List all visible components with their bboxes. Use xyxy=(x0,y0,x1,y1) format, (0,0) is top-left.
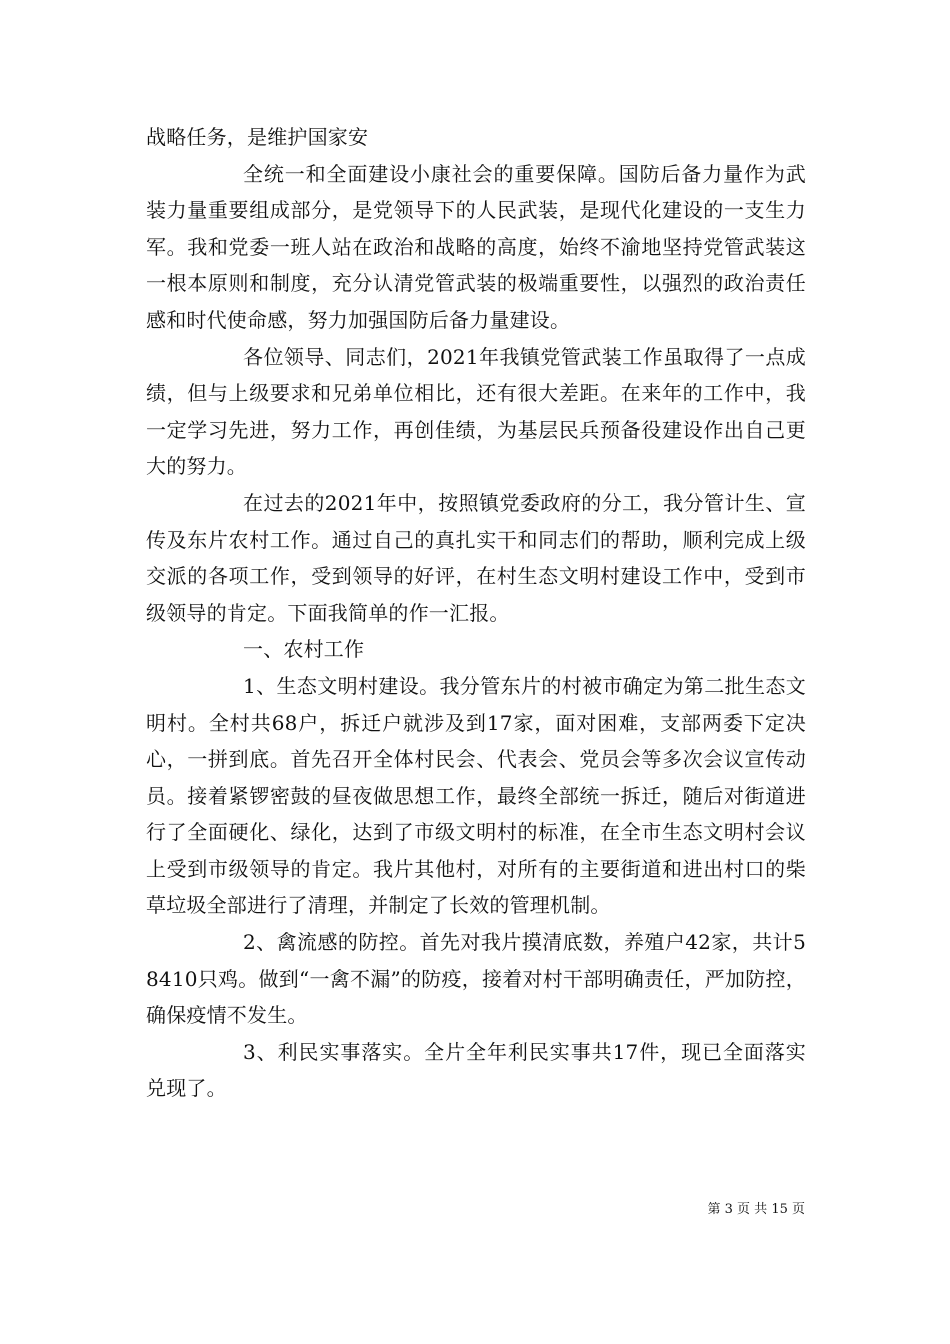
paragraph-2: 全统一和全面建设小康社会的重要保障。国防后备力量作为武装力量重要组成部分，是党领导下的人民武装，是现代化建设的一支生力军。我和党委一班人站在政治和战略的高度，始终不渝地坚持党管武装这一根本原则和制度，充分认清党管武装的极端重要性，以强烈的政治责任感和时代使命感，努力加强国防后备力量建设。 xyxy=(146,161,806,332)
paragraph-avian-flu: 2、禽流感的防控。首先对我片摸清底数，养殖户42家，共计58410只鸡。做到“一禽不漏”的防疫，接着对村干部明确责任，严加防控，确保疫情不发生。 xyxy=(146,930,806,1028)
section-heading-rural-work: 一、农村工作 xyxy=(243,637,365,662)
paragraph-1: 战略任务，是维护国家安 xyxy=(146,125,369,149)
paragraph-3: 各位领导、同志们，2021年我镇党管武装工作虽取得了一点成绩，但与上级要求和兄弟单位相比，还有很大差距。在来年的工作中，我一定学习先进，努力工作，再创佳绩，为基层民兵预备役建设作出自己更大的努力。 xyxy=(146,344,806,479)
paragraph-ecological-village: 1、生态文明村建设。我分管东片的村被市确定为第二批生态文明村。全村共68户，拆迁户就涉及到17家，面对困难，支部两委下定决心，一拼到底。首先召开全体村民会、代表会、党员会等多次会议宣传动员。接着紧锣密鼓的昼夜做思想工作，最终全部统一拆迁，随后对街道进行了全面硬化、绿化，达到了市级文明村的标准，在全市生态文明村会议上受到市级领导的肯定。我片其他村，对所有的主要街道和进出村口的柴草垃圾全部进行了清理，并制定了长效的管理机制。 xyxy=(146,673,806,918)
page-number-footer: 第 3 页 共 15 页 xyxy=(707,1202,805,1217)
paragraph-4: 在过去的2021年中，按照镇党委政府的分工，我分管计生、宣传及东片农村工作。通过自己的真扎实干和同志们的帮助，顺利完成上级交派的各项工作，受到领导的好评，在村生态文明村建设工作中，受到市级领导的肯定。下面我简单的作一汇报。 xyxy=(146,490,806,625)
document-body xyxy=(146,119,806,1107)
paragraph-public-projects: 3、利民实事落实。全片全年利民实事共17件，现已全面落实兑现了。 xyxy=(146,1039,806,1101)
